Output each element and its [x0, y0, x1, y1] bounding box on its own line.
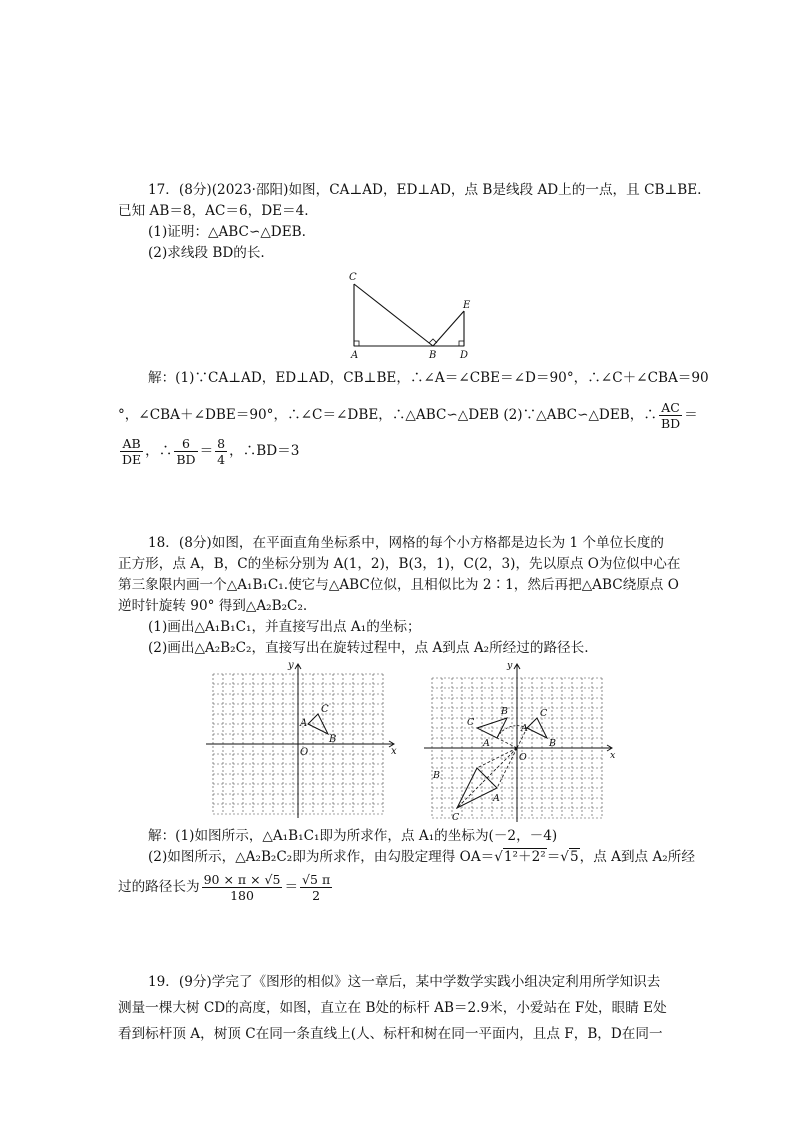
- label-a2: A: [483, 738, 490, 749]
- q18-solution-1: 解：(1)如图所示，△A₁B₁C₁即为所求作，点 A₁的坐标为(－2，－4): [148, 828, 558, 844]
- label-c2: C: [467, 717, 475, 728]
- label-c-left: C: [321, 704, 329, 715]
- label-a1: A: [493, 793, 500, 804]
- q17-solution-1: 解：(1)∵CA⊥AD，ED⊥AD，CB⊥BE，∴∠A＝∠CBE＝∠D＝90°，∴∠C＋∠CBA＝90: [148, 370, 709, 386]
- frac-answer: $\frac{√5 \pi}{2}$: [302, 872, 331, 903]
- label-d: D: [460, 350, 469, 360]
- q17-figure: [340, 268, 480, 360]
- label-x-right: x: [610, 750, 616, 761]
- frac-8-4: $\frac{8}{4}$: [217, 436, 226, 467]
- label-y-right: y: [507, 660, 513, 671]
- label-e: E: [463, 300, 471, 311]
- label-c-right: C: [540, 708, 548, 719]
- label-x-left: x: [391, 746, 397, 757]
- dash-o-a2: [497, 738, 517, 748]
- q17-solution-2: °，∠CBA＋∠DBE＝90°，∴∠C＝∠DBE，∴△ABC∽△DEB (2)∵△ABC∽△DEB，∴ $\frac{AC}{BD}$ ＝: [118, 400, 698, 431]
- q17-answer: ，∴BD＝3: [229, 443, 300, 459]
- frac-ab-de: $\frac{AB}{DE}$: [122, 436, 142, 467]
- label-b2: B: [501, 706, 508, 717]
- q19-line-3: 看到标杆顶 A，树顶 C在同一条直线上(人、标杆和树在同一平面内，且点 F，B，D在同一: [118, 1026, 663, 1042]
- q18-solution-2: (2)如图所示，△A₂B₂C₂即为所求作，由勾股定理得 OA＝√1²＋2²＝√5，点 A到点 A₂所经: [148, 849, 695, 865]
- label-b1: B: [433, 770, 440, 781]
- label-c1: C: [452, 812, 460, 823]
- q18-line-3: 第三象限内画一个△A₁B₁C₁.使它与△ABC位似，且相似比为 2∶1，然后再把△ABC绕原点 O: [118, 577, 679, 593]
- label-o-right: O: [519, 752, 527, 763]
- dash-o-b1: [477, 748, 517, 768]
- label-b-right: B: [549, 738, 556, 749]
- q17-sol2-text: °，∠CBA＋∠DBE＝90°，∴∠C＝∠DBE，∴△ABC∽△DEB (2)∵△ABC∽△DEB，∴: [118, 407, 657, 423]
- label-a-right: A: [521, 723, 528, 734]
- label-b-left: B: [329, 734, 337, 745]
- label-b: B: [429, 350, 437, 360]
- segment-cb: [354, 284, 433, 346]
- q18-line-1: 18．(8分)如图，在平面直角坐标系中，网格的每个小方格都是边长为 1 个单位长度的: [148, 535, 665, 551]
- q18-line-4: 逆时针旋转 90° 得到△A₂B₂C₂.: [118, 598, 308, 614]
- q17-line-1: 17．(8分)(2023·邵阳)如图，CA⊥AD，ED⊥AD，点 B是线段 AD上的一点，且 CB⊥BE.: [148, 182, 702, 198]
- frac-arc-length: $\frac{90 \times \pi \times √5}{180}$: [203, 872, 281, 903]
- frac-6-bd: $\frac{6}{BD}$: [176, 436, 196, 467]
- frac-ac-bd: $\frac{AC}{BD}$: [660, 400, 681, 431]
- label-c: C: [349, 272, 357, 283]
- label-y-left: y: [288, 660, 294, 671]
- right-angle-d: [459, 341, 464, 346]
- q19-line-2: 测量一棵大树 CD的高度，如图，直立在 B处的标杆 AB＝2.9米，小爱站在 F处，眼睛 E处: [118, 1000, 667, 1016]
- right-angle-a: [354, 341, 359, 346]
- label-a-left: A: [300, 718, 308, 729]
- label-o-left: O: [300, 747, 309, 758]
- q18-figure-right: [422, 658, 618, 826]
- label-a: A: [351, 350, 359, 360]
- q18-line-2: 正方形，点 A，B，C的坐标分别为 A(1，2)，B(3，1)，C(2，3)，先以原点 O为位似中心在: [118, 556, 681, 572]
- q17-solution-3: $\frac{AB}{DE}$ ，∴ $\frac{6}{BD}$ ＝ $\frac{8}{4}$ ，∴BD＝3: [122, 436, 300, 467]
- q18-line-6: (2)画出△A₂B₂C₂，直接写出在旋转过程中，点 A到点 A₂所经过的路径长.: [148, 640, 589, 656]
- q18-figure-left: [204, 658, 400, 822]
- q17-line-4: (2)求线段 BD的长.: [148, 245, 265, 261]
- q18-solution-3: 过的路径长为 $\frac{90 \times \pi \times √5}{180}$ ＝ $\frac{√5 \pi}{2}$: [118, 872, 331, 903]
- sqrt-1-4: 1²＋2²: [503, 849, 546, 865]
- q19-line-1: 19．(9分)学完了《图形的相似》这一章后，某中学数学实践小组决定利用所学知识去: [148, 974, 661, 990]
- sqrt-5: 5: [569, 849, 579, 865]
- q17-line-3: (1)证明：△ABC∽△DEB.: [148, 224, 306, 240]
- q18-line-5: (1)画出△A₁B₁C₁，并直接写出点 A₁的坐标；: [148, 619, 421, 635]
- q17-line-2: 已知 AB＝8，AC＝6，DE＝4.: [118, 203, 309, 219]
